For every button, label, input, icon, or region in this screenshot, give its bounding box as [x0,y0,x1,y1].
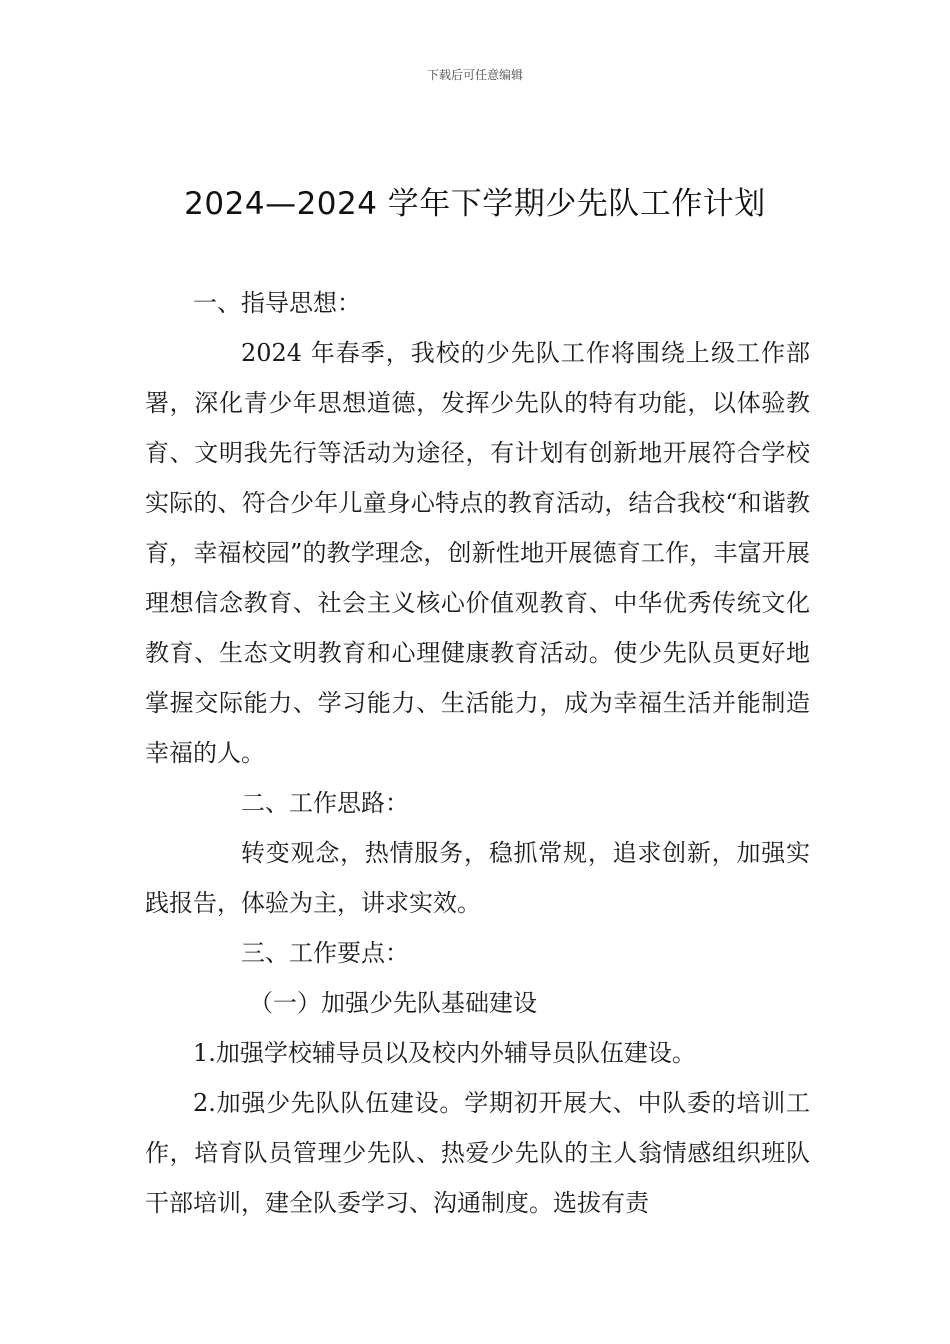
subsection-heading-foundation: （一）加强少先队基础建设 [249,989,537,1017]
section-heading-work-approach: 二、工作思路： [241,789,409,817]
section-heading-key-points: 三、工作要点： [241,939,409,967]
numbered-item-1: 1.加强学校辅导员以及校内外辅导员队伍建设。 [193,1039,696,1067]
paragraph-work-approach: 转变观念，热情服务，稳抓常规，追求创新，加强实践报告，体验为主，讲求实效。 [145,839,810,917]
section-heading-guiding-ideology: 一、指导思想： [193,289,361,317]
document-body [145,278,810,1228]
document-title: 2024—2024 学年下学期少先队工作计划 [184,186,766,222]
numbered-item-2: 2.加强少先队队伍建设。学期初开展大、中队委的培训工作，培育队员管理少先队、热爱少先队的主人翁情感组织班队干部培训，建全队委学习、沟通制度。选拔有责 [145,1089,810,1217]
paragraph-guiding-ideology: 2024 年春季，我校的少先队工作将围绕上级工作部署，深化青少年思想道德，发挥少先队的特有功能，以体验教育、文明我先行等活动为途径，有计划有创新地开展符合学校实际的、符合少年儿童身心特点的教育活动，结合我校“和谐教育，幸福校园”的教学理念，创新性地开展德育工作，丰富开展理想信念教育、社会主义核心价值观教育、中华优秀传统文化教育、生态文明教育和心理健康教育活动。使少先队员更好地掌握交际能力、学习能力、生活能力，成为幸福生活并能制造幸福的人。 [145,339,810,767]
header-note: 下载后可任意编辑 [426,68,523,82]
